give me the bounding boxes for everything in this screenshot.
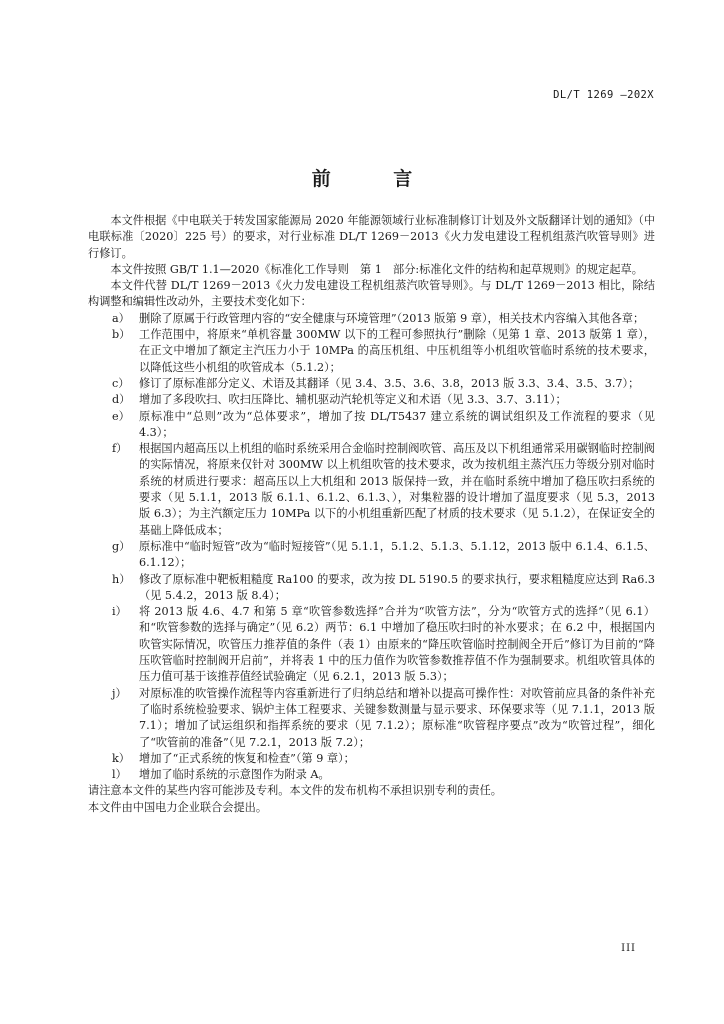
list-marker: k）	[112, 751, 130, 765]
list-item	[88, 376, 655, 392]
list-marker: l）	[112, 768, 127, 782]
list-item	[88, 767, 655, 783]
list-marker: f）	[112, 442, 128, 456]
foreword-body	[88, 213, 655, 816]
list-item-text: 对原标准的吹管操作流程等内容重新进行了归纳总结和增补以提高可操作性：对吹管前应具备的条件补充了临时系统检验要求、锅炉主体工程要求、关键参数测量与显示要求、环保要求等（见 7.1.1，2013 版 7.1）；增加了试运组织和指挥系统的要求（见 7.1.2）；原标准“吹管程序要点”改为“吹管过程”，细化了“吹管前的准备”（见 7.2.1，2013 版 7.2）；	[139, 686, 655, 749]
paragraph-replacement: 本文件代替 DL/T 1269－2013《火力发电建设工程机组蒸汽吹管导则》。与 DL/T 1269－2013 相比，除结构调整和编辑性改动外，主要技术变化如下：	[88, 279, 655, 309]
paragraph-basis: 本文件根据《中电联关于转发国家能源局 2020 年能源领域行业标准制修订计划及外文版翻译计划的通知》（中电联标准〔2020〕225 号）的要求，对行业标准 DL/T 1269－2013《火力发电建设工程机组蒸汽吹管导则》进行修订。	[88, 214, 656, 260]
list-item	[88, 441, 655, 539]
list-item-text: 原标准中“临时短管”改为“临时短接管”（见 5.1.1，5.1.2、5.1.3、5.1.12，2013 版中 6.1.4、6.1.5、6.1.12）；	[139, 539, 655, 570]
list-marker: i）	[112, 605, 127, 619]
patent-notice: 请注意本文件的某些内容可能涉及专利。本文件的发布机构不承担识别专利的责任。	[88, 784, 502, 798]
list-marker: d）	[112, 393, 131, 407]
list-item	[88, 686, 655, 751]
list-marker: c）	[112, 376, 130, 390]
list-item-text: 修改了原标准中靶板粗糙度 Ra100 的要求，改为按 DL 5190.5 的要求执行，要求粗糙度应达到 Ra6.3（见 5.4.2，2013 版 8.4）；	[139, 572, 655, 602]
list-item	[88, 392, 655, 408]
technical-changes-list	[88, 311, 655, 784]
list-marker: e）	[112, 409, 130, 423]
list-item-text: 增加了多段吹扫、吹扫压降比、辅机驱动汽轮机等定义和术语（见 3.3、3.7、3.11）；	[139, 393, 567, 407]
list-item-text: 将 2013 版 4.6、4.7 和第 5 章“吹管参数选择”合并为“吹管方法”，分为“吹管方式的选择”（见 6.1）和“吹管参数的选择与确定”（见 6.2）两节：6.1 中增加了稳压吹扫时的补水要求；在 6.2 中，根据国内吹管实际情况，吹管压力推荐值的条件（表 1）由原来的“降压吹管临时控制阀全开后”修订为目前的“降压吹管临时控制阀开启前”，并将表 1 中的压力值作为吹管参数推荐值不作为强制要求。机组吹管具体的压力值可基于该推荐值经试验确定（见 6.2.1，2013 版 5.3）；	[139, 605, 655, 684]
list-item	[88, 311, 655, 327]
page-number: III	[621, 943, 636, 954]
list-item-text: 增加了临时系统的示意图作为附录 A。	[139, 768, 330, 782]
list-item	[88, 409, 655, 442]
list-item	[88, 572, 655, 605]
proposer-statement: 本文件由中国电力企业联合会提出。	[88, 800, 268, 814]
list-item-text: 原标准中“总则”改为“总体要求”，增加了按 DL/T5437 建立系统的调试组织及工作流程的要求（见 4.3）；	[139, 409, 655, 439]
list-item-text: 工作范围中，将原来“单机容量 300MW 以下的工程可参照执行”删除（见第 1 章、2013 版第 1 章），在正文中增加了额定主汽压力小于 10MPa 的高压机组、中压机组等小机组吹管临时系统的技术要求，以降低这些小机组的吹管成本（5.1.2）；	[139, 328, 655, 374]
list-marker: g）	[112, 539, 131, 553]
list-item	[88, 539, 655, 572]
list-item-text: 根据国内超高压以上机组的临时系统采用合金临时控制阀吹管、高压及以下机组通常采用碳钢临时控制阀的实际情况，将原来仅针对 300MW 以上机组吹管的技术要求，改为按机组主蒸汽压力等级分别对临时系统的材质进行要求：超高压以上大机组和 2013 版保持一致，并在临时系统中增加了稳压吹扫系统的要求（见 5.1.1，2013 版 6.1.1、6.1.2、6.1.3、），对集粒器的设计增加了温度要求（见 5.3，2013 版 6.3）；为主汽额定压力 10MPa 以下的小机组重新匹配了材质的技术要求（见 5.1.2），在保证安全的基础上降低成本；	[139, 442, 655, 537]
list-item	[88, 327, 655, 376]
document-code: DL/T 1269 —202X	[553, 89, 654, 101]
list-marker: j）	[112, 686, 127, 700]
list-item-text: 删除了原属于行政管理内容的“安全健康与环境管理”（2013 版第 9 章），相关技术内容编入其他各章；	[139, 311, 645, 325]
list-item	[88, 751, 655, 767]
list-marker: a）	[112, 311, 130, 325]
page-title: 前 言	[311, 168, 441, 190]
list-item	[88, 604, 655, 685]
list-item-text: 修订了原标准部分定义、术语及其翻译（见 3.4、3.5、3.6、3.8，2013 版 3.3、3.4、3.5、3.7）；	[139, 376, 640, 390]
paragraph-drafting-rules: 本文件按照 GB/T 1.1—2020《标准化工作导则 第 1 部分:标准化文件的结构和起草规则》的规定起草。	[110, 262, 643, 276]
list-item-text: 增加了“正式系统的恢复和检查”（第 9 章）；	[139, 751, 355, 765]
list-marker: b）	[112, 328, 131, 342]
list-marker: h）	[112, 572, 131, 586]
